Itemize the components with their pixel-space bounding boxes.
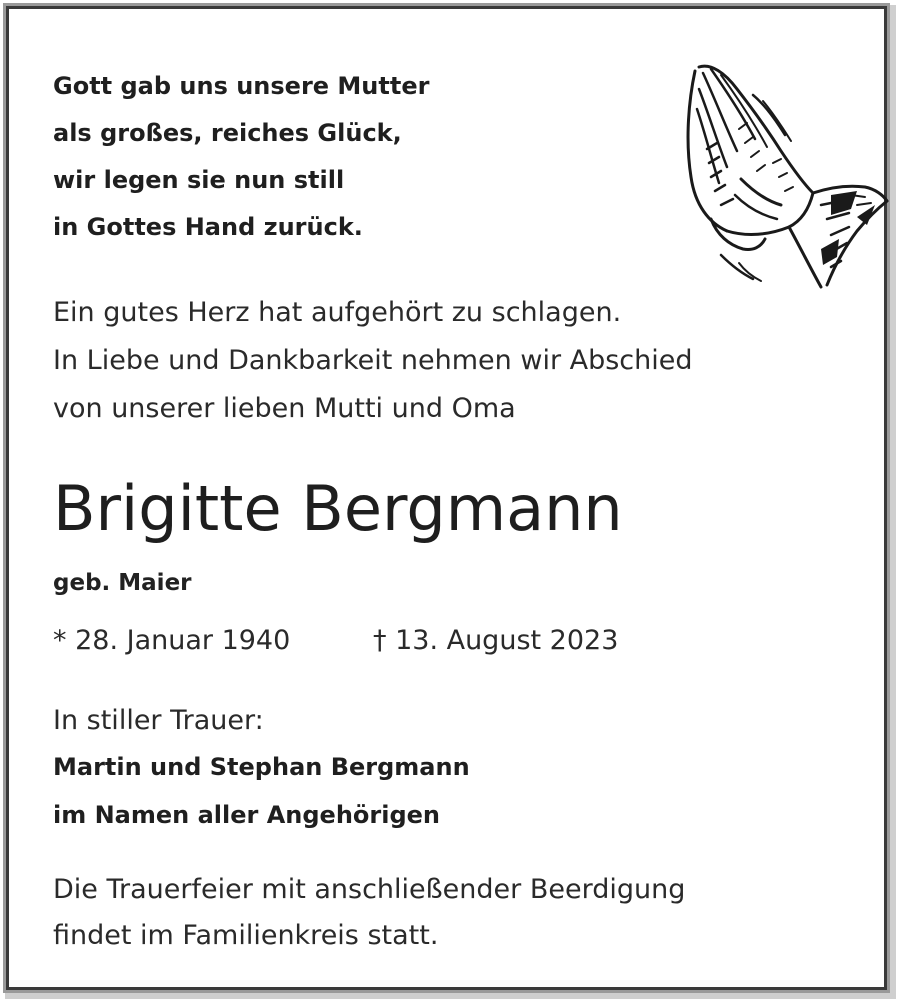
- life-dates: [53, 619, 619, 663]
- ceremony-notice: [53, 867, 685, 959]
- deceased-name: Brigitte Bergmann: [53, 472, 623, 545]
- death-date: † 13. August 2023: [373, 625, 619, 656]
- obituary-frame: [6, 6, 887, 990]
- intro-line-1: Ein gutes Herz hat aufgehört zu schlagen.: [53, 297, 622, 328]
- ceremony-line-1: Die Trauerfeier mit anschließender Beerdigung: [53, 874, 686, 905]
- praying-hands-icon: [681, 59, 891, 291]
- intro-line-3: von unserer lieben Mutti und Oma: [53, 393, 516, 424]
- verse-line-2: als großes, reiches Glück,: [53, 119, 402, 147]
- verse-line-3: wir legen sie nun still: [53, 166, 345, 194]
- mourners-line-1: Martin und Stephan Bergmann: [53, 753, 470, 781]
- verse-line-4: in Gottes Hand zurück.: [53, 213, 363, 241]
- mourners: [53, 743, 470, 839]
- maiden-name: geb. Maier: [53, 570, 192, 596]
- birth-date: * 28. Januar 1940: [53, 625, 291, 656]
- intro-line-2: In Liebe und Dankbarkeit nehmen wir Abschied: [53, 345, 693, 376]
- ceremony-line-2: findet im Familienkreis statt.: [53, 920, 439, 951]
- verse-line-1: Gott gab uns unsere Mutter: [53, 72, 430, 100]
- mourners-line-2: im Namen aller Angehörigen: [53, 801, 441, 829]
- mourning-label: In stiller Trauer:: [53, 705, 264, 736]
- verse: [53, 63, 613, 251]
- intro-text: [53, 289, 693, 433]
